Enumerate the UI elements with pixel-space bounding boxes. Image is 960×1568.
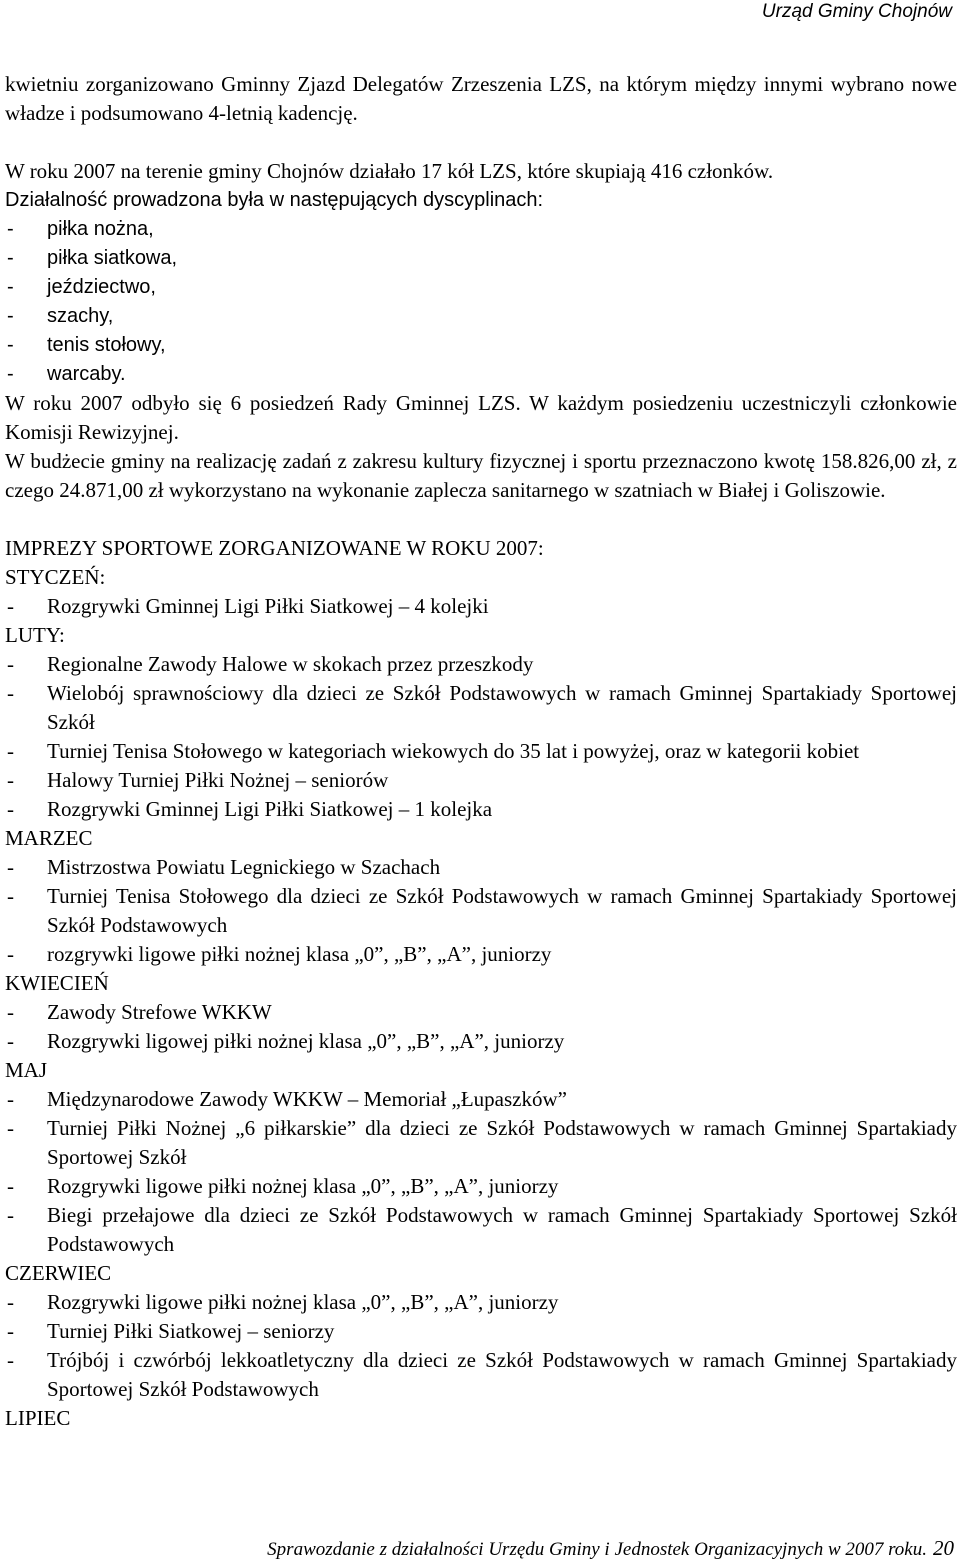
month-heading: LIPIEC [5,1406,71,1430]
list-item: - rozgrywki ligowe piłki nożnej klasa „0”, „B”, „A”, juniorzy [5,940,957,969]
month-events-list [5,592,957,621]
list-item: - Halowy Turniej Piłki Nożnej – seniorów [5,766,957,795]
spacer [5,505,957,534]
list-item: - Międzynarodowe Zawody WKKW – Memoriał „Łupaszków” [5,1085,957,1114]
month-heading: MAJ [5,1058,48,1082]
list-item: - Mistrzostwa Powiatu Legnickiego w Szachach [5,853,957,882]
list-item: - Rozgrywki ligowe piłki nożnej klasa „0”, „B”, „A”, juniorzy [5,1172,957,1201]
page-number: 20 [933,1536,954,1560]
list-item: - Rozgrywki ligowej piłki nożnej klasa „0”, „B”, „A”, juniorzy [5,1027,957,1056]
disciplines-list [5,215,957,389]
footer-text: Sprawozdanie z działalności Urzędu Gminy i Jednostek Organizacyjnych w 2007 roku. [267,1539,927,1560]
intro-paragraph-2: W roku 2007 na terenie gminy Chojnów działało 17 kół LZS, które skupiają 416 członków. [5,159,774,183]
month-heading: MARZEC [5,826,93,850]
spacer [5,128,957,157]
list-item: - Turniej Piłki Siatkowej – seniorzy [5,1317,957,1346]
intro-paragraph-4: W roku 2007 odbyło się 6 posiedzeń Rady Gminnej LZS. W każdym posiedzeniu uczestniczyli członkowie Komisji Rewizyjnej. [5,391,957,444]
document-body [5,70,957,1433]
list-item: - jeździectwo, [5,273,957,302]
events-heading: IMPREZY SPORTOWE ZORGANIZOWANE W ROKU 2007: [5,536,544,560]
month-events-list [5,998,957,1056]
list-item: - Rozgrywki ligowe piłki nożnej klasa „0”, „B”, „A”, juniorzy [5,1288,957,1317]
list-item: - Turniej Tenisa Stołowego w kategoriach wiekowych do 35 lat i powyżej, oraz w kategorii kobiet [5,737,957,766]
month-events-list [5,1085,957,1259]
month-heading: STYCZEŃ: [5,565,106,589]
month-events-list [5,853,957,969]
intro-paragraph-1: kwietniu zorganizowano Gminny Zjazd Delegatów Zrzeszenia LZS, na którym między innymi wybrano nowe władze i podsumowano 4-letnią kadencję. [5,72,957,125]
list-item: - piłka nożna, [5,215,957,244]
list-item: - tenis stołowy, [5,331,957,360]
list-item: - Biegi przełajowe dla dzieci ze Szkół Podstawowych w ramach Gminnej Spartakiady Sportowej Szkół Podstawowych [5,1201,957,1259]
list-item: - Regionalne Zawody Halowe w skokach przez przeszkody [5,650,957,679]
document-header: Urząd Gminy Chojnów [761,1,952,22]
list-item: - Rozgrywki Gminnej Ligi Piłki Siatkowej – 4 kolejki [5,592,957,621]
month-events-list [5,1288,957,1404]
document-footer [0,1534,960,1564]
list-item: - Wielobój sprawnościowy dla dzieci ze Szkół Podstawowych w ramach Gminnej Spartakiady Sportowej Szkół [5,679,957,737]
list-item: - Turniej Tenisa Stołowego dla dzieci ze Szkół Podstawowych w ramach Gminnej Spartakiady Sportowej Szkół Podstawowych [5,882,957,940]
month-heading: KWIECIEŃ [5,971,109,995]
list-item: - piłka siatkowa, [5,244,957,273]
list-item: - Turniej Piłki Nożnej „6 piłkarskie” dla dzieci ze Szkół Podstawowych w ramach Gminnej Spartakiady Sportowej Szkół [5,1114,957,1172]
month-events-list [5,650,957,824]
intro-paragraph-3: Działalność prowadzona była w następujących dyscyplinach: [5,189,544,211]
list-item: - warcaby. [5,360,957,389]
list-item: - szachy, [5,302,957,331]
month-heading: LUTY: [5,623,65,647]
list-item: - Rozgrywki Gminnej Ligi Piłki Siatkowej – 1 kolejka [5,795,957,824]
list-item: - Trójbój i czwórbój lekkoatletyczny dla dzieci ze Szkół Podstawowych w ramach Gminnej Spartakiady Sportowej Szkół Podstawowych [5,1346,957,1404]
list-item: - Zawody Strefowe WKKW [5,998,957,1027]
intro-paragraph-5: W budżecie gminy na realizację zadań z zakresu kultury fizycznej i sportu przeznaczono kwotę 158.826,00 zł, z czego 24.871,00 zł wykorzystano na wykonanie zaplecza sanitarnego w szatniach w Białej i Goliszowie. [5,449,957,502]
month-heading: CZERWIEC [5,1261,112,1285]
